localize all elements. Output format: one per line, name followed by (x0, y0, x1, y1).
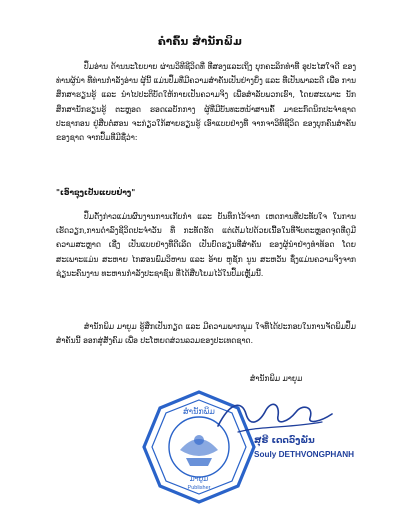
paragraph-body (56, 210, 356, 281)
book-title-quote: "ເອົາຊຸງເປັນແບບຢ່າງ" (56, 188, 136, 197)
paragraph-intro (56, 60, 356, 145)
paragraph-closing (56, 320, 356, 348)
stamp-text-mid: ມາຍູມ (189, 475, 209, 483)
page-title: ຄຳຄົ້ນ ສຳນັກພິມ (157, 36, 243, 48)
signatory-name-english: Souly DETHVONGPHANH (254, 450, 355, 459)
paragraph-body-text: ປຶ້ມດັ່ງກ່າວແມ່ນຜົນງານການເກັບກຳ ແລະ ບັນທຶກໄວ້ຈາກ ເຫດການທີ່ປະທັບໃຈ ໃນການເຮັດວຽກ,ການດຳລົງຊີວິດປະຈຳວັນ ທີ່ ກະທັດຮັດ ແຕ່ເຕັມໄປດ້ວຍເນື້ອໃນທີ່ຈັບຕະຫຼອດຈຸດທີ່ດູມີຄວາມສະຫຼາດ ເຊີ່ງ ເປັນແບບຢ່າງທີ່ດີເລີດ ເປັນບົດຮຽນທີ່ສຳຄັນ ຂອງຜູ້ນຳຢ່າງທຳທ້ອດ ໂດຍສະເພາະແມ່ນ ສະຫາຍ ໄກສອນພົມວິຫານ ແລະ ອ້າຍ ຫູຊັກ ນູນ ສະຫວັນ ຊຶ່ງແມ່ນຄວາມຈິງຈາກຊ່ຽນະຄົນງານ ທະຫານກຳລັງປະຊາຊົນ ທີ່ໄດ້ສືບໂຍມໄວ້ໃນປຶ້ມເຫຼັ້ມນີ້. (56, 212, 356, 278)
signatory-name-lao: ສຸຣີ ເດດວົງພັນ (254, 436, 315, 446)
paragraph-intro-text: ປຶ້ມອ່ານ ດ້ານນະໂຍບາຍ ຜ່ານວິທີຊີວິດທີ່ ທີ່ສອງແລະເຖິງ ບຸກຄະລິກທຳທີ່ ອຸປະໄສໃຈດີ ຂອງທ່ານຜູ້ນຳ ທີ່ທ່ານກຳລັງອ່ານ ຜູ້ນີ້ ແມ່ນປຶ້ມທີ່ມີຄວາມສຳຄັນເປັນຢ່າງຍິ່ງ ແລະ ທີ່ເປັນພາລະດີ ເພື່ອ ການສຶກສາຮຽນຮູ້ ແລະ ນຳໄປປະຕິບັດໃຫ້ກາຍເປັນຄວາມຈິງ ເພື່ອສຳລັບພວກເຮົາ, ໂດຍສະເພາະ ນັກສຶກສານັກຮຽນຮູ້ ຕະຫຼອດ ຮອດເລບັກກາງ ຜູ້ທີ່ມີບັນທະຫນ້າສານຄົ້ ມາຂະກົດນິກປະຈຳຊາດ ປະຊາກອນ ຢູ່ສືບຕໍ່ສອນ ຈະກ່ຽວໃກ້ສາຍຮຽນຮູ້ ເອົາແບບຢ່າງທີ່ ຈາກຈາວິທີຊີວິດ ຂອງບຸກຄົນສຳຄັນຂອງຊາດ ຈາກປຶ້ມທີ່ມີຊື່ວ່າ: (56, 62, 356, 143)
handwritten-signature (210, 392, 340, 440)
stamp-text-bottom: Publisher (187, 485, 211, 491)
stamp-text-top: ສຳນັກພິມ (183, 407, 215, 416)
paragraph-closing-text: ສຳນັກພິມ ມາຍູມ ຮູ້ສຶກເປັນກຽດ ແລະ ມີຄວາມພາກພູມ ໃຈທີ່ໄດ້ປະກອບໃນການຈັດພິມປຶ້ມສຳຄັນນີ້ ອອກສູ່ສັງຄົມ ເພື່ອ ປະໂຫຍດສ່ວນລວມຂອງປະເທດຊາດ. (56, 322, 356, 346)
signing-organization: ສຳນັກພິມ ມາຍູມ (250, 374, 303, 383)
